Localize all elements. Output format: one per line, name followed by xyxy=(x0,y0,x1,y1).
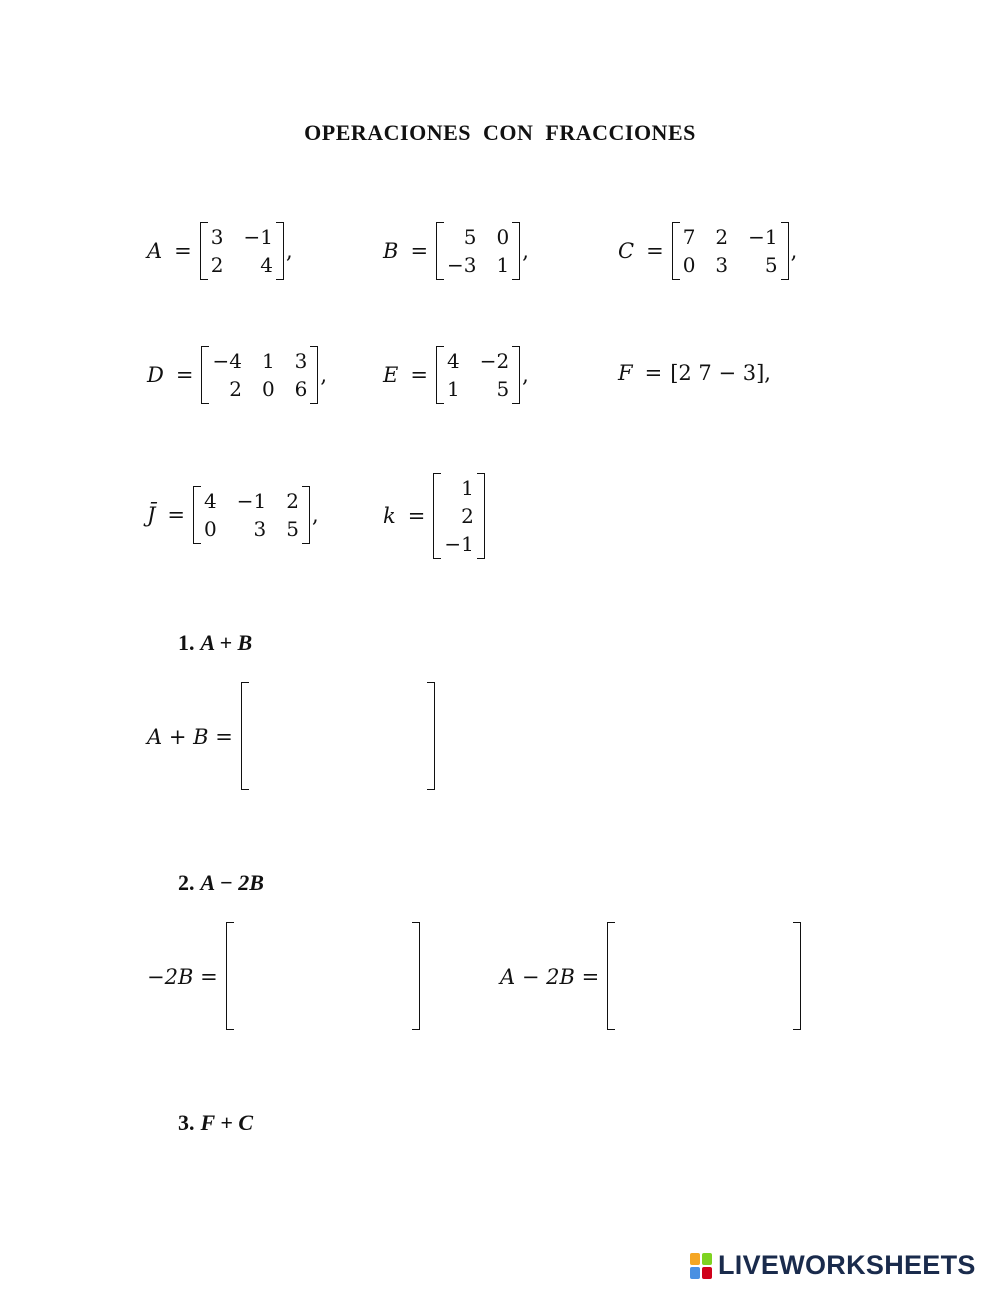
matrix-cell: 5 xyxy=(463,225,477,249)
matrix-cell: 0 xyxy=(682,253,696,277)
trailing-comma: , xyxy=(522,239,529,263)
right-bracket xyxy=(512,346,520,404)
exercise-1-number: 1. xyxy=(178,630,195,655)
right-bracket xyxy=(512,222,520,280)
logo-square xyxy=(690,1253,700,1265)
exercise-2-expression: A − 2B xyxy=(200,870,264,895)
matrix-cell: 4 xyxy=(260,253,273,277)
answer-label: A − 2B = xyxy=(500,965,600,989)
matrix-cell: −1 xyxy=(748,225,778,249)
equals-sign: = xyxy=(407,504,426,528)
matrix-cell: 2 xyxy=(715,225,729,249)
right-bracket xyxy=(427,682,435,790)
exercise-2-number: 2. xyxy=(178,870,195,895)
matrix-cell: 2 xyxy=(229,377,242,401)
right-bracket xyxy=(477,473,485,559)
left-bracket xyxy=(433,473,441,559)
matrix-E-definition xyxy=(383,346,529,404)
matrix-cell: 5 xyxy=(286,517,299,541)
trailing-comma: , xyxy=(320,363,328,387)
matrix-cell: 4 xyxy=(446,349,460,373)
matrix-cell: 1 xyxy=(496,253,510,277)
right-bracket xyxy=(793,922,801,1030)
matrix-B-body xyxy=(436,222,520,280)
matrix-E-body xyxy=(436,346,520,404)
matrix-cell: 2 xyxy=(210,253,224,277)
answer-matrix-input[interactable] xyxy=(241,682,435,792)
left-bracket xyxy=(193,486,201,544)
left-bracket xyxy=(607,922,615,1030)
matrix-cell: 3 xyxy=(253,517,267,541)
answer-label: A + B = xyxy=(147,725,233,749)
matrix-cell: 5 xyxy=(496,377,510,401)
equals-sign: = xyxy=(410,363,428,387)
logo-square xyxy=(702,1267,712,1279)
answer-label: −2B = xyxy=(147,965,218,989)
matrix-cell: 7 xyxy=(682,225,696,249)
matrix-cell: −4 xyxy=(212,349,242,373)
exercise-1-heading xyxy=(178,630,252,656)
equals-sign: = xyxy=(410,239,429,263)
matrix-cell: 2 xyxy=(461,504,474,528)
exercise-3-expression: F + C xyxy=(200,1110,253,1135)
answer-minus-2B xyxy=(147,922,420,1032)
matrix-cell: −1 xyxy=(243,225,273,249)
matrix-E-name: E xyxy=(383,363,399,387)
left-bracket xyxy=(226,922,234,1030)
matrix-C-name: C xyxy=(618,239,635,263)
matrix-cell: 5 xyxy=(764,253,778,277)
matrix-J-definition xyxy=(147,486,319,544)
exercise-2-heading xyxy=(178,870,264,896)
exercise-3-heading xyxy=(178,1110,253,1136)
answer-A-minus-2B xyxy=(500,922,801,1032)
matrix-F-definition xyxy=(618,361,771,385)
matrix-D-name: D xyxy=(147,363,164,387)
right-bracket xyxy=(302,486,310,544)
matrix-cell: −1 xyxy=(236,489,267,513)
trailing-comma: , xyxy=(311,503,319,527)
matrix-D-definition xyxy=(147,346,327,404)
equals-sign: = xyxy=(644,361,663,385)
matrix-cell: 1 xyxy=(261,349,275,373)
matrix-B-definition xyxy=(383,222,529,280)
left-bracket xyxy=(200,222,208,280)
matrix-cell: −2 xyxy=(479,349,510,373)
matrix-B-name: B xyxy=(383,239,399,263)
matrix-J-name: J̄ xyxy=(147,503,156,527)
matrix-cell: 0 xyxy=(204,517,217,541)
matrix-cell: 3 xyxy=(210,225,224,249)
matrix-cell: 0 xyxy=(261,377,275,401)
liveworksheets-logo xyxy=(690,1250,976,1281)
right-bracket xyxy=(412,922,420,1030)
matrix-J-body xyxy=(193,486,310,544)
matrix-C-definition xyxy=(618,222,797,280)
matrix-cell: 1 xyxy=(461,476,474,500)
equals-sign: = xyxy=(167,503,186,527)
left-bracket xyxy=(241,682,249,790)
matrix-cell: 0 xyxy=(496,225,510,249)
logo-square xyxy=(702,1253,712,1265)
trailing-comma: , xyxy=(286,239,293,263)
logo-mark-icon xyxy=(690,1253,712,1279)
left-bracket xyxy=(672,222,680,280)
matrix-k-body xyxy=(433,473,484,559)
equals-sign: = xyxy=(174,239,192,263)
matrix-F-name: F xyxy=(618,361,633,385)
exercise-1-expression: A + B xyxy=(200,630,253,655)
page-title: OPERACIONES CON FRACCIONES xyxy=(304,120,696,145)
matrix-cell: 4 xyxy=(204,489,217,513)
matrix-k-definition xyxy=(383,473,485,559)
left-bracket xyxy=(436,346,444,404)
matrix-cell: 3 xyxy=(715,253,729,277)
matrix-cell: −1 xyxy=(444,532,474,556)
right-bracket xyxy=(276,222,284,280)
matrix-cell: 6 xyxy=(294,377,308,401)
matrix-A-name: A xyxy=(147,239,163,263)
equals-sign: = xyxy=(646,239,664,263)
left-bracket xyxy=(436,222,444,280)
trailing-comma: , xyxy=(522,363,529,387)
exercise-3-number: 3. xyxy=(178,1110,195,1135)
matrix-k-name: k xyxy=(383,504,396,528)
matrix-cell: −3 xyxy=(447,253,477,277)
answer-A-plus-B xyxy=(147,682,435,792)
right-bracket xyxy=(310,346,318,404)
trailing-comma: , xyxy=(790,239,798,263)
matrix-cell: 2 xyxy=(286,489,299,513)
matrix-A-definition xyxy=(147,222,293,280)
matrix-A-body xyxy=(200,222,284,280)
matrix-D-body xyxy=(201,346,318,404)
matrix-cell: 3 xyxy=(294,349,308,373)
right-bracket xyxy=(781,222,789,280)
equals-sign: = xyxy=(175,363,194,387)
matrix-cell: 1 xyxy=(446,377,460,401)
left-bracket xyxy=(201,346,209,404)
logo-square xyxy=(690,1267,700,1279)
logo-text: LIVEWORKSHEETS xyxy=(718,1250,976,1280)
matrix-F-row: [2 7 − 3], xyxy=(670,361,771,385)
answer-matrix-input[interactable] xyxy=(607,922,801,1032)
matrix-C-body xyxy=(672,222,789,280)
answer-matrix-input[interactable] xyxy=(226,922,420,1032)
